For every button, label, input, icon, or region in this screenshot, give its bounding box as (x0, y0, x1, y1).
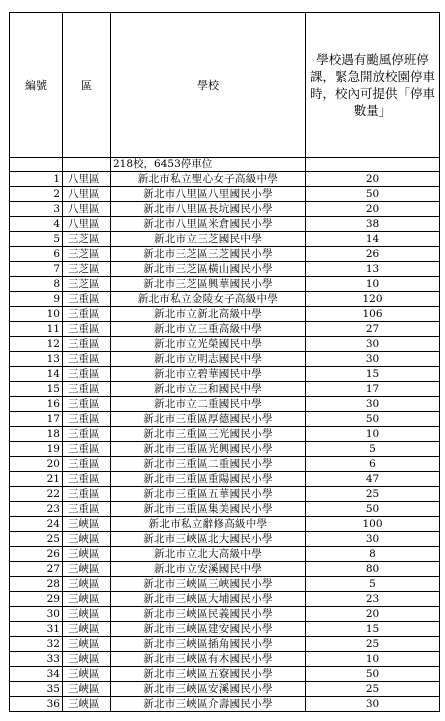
row-parking-count: 38 (306, 217, 440, 232)
row-district: 三重區 (63, 307, 111, 322)
table-row (10, 682, 440, 697)
row-district: 三峽區 (63, 517, 111, 532)
row-district: 三重區 (63, 487, 111, 502)
row-number: 24 (10, 517, 63, 532)
table-row (10, 547, 440, 562)
row-district: 三重區 (63, 382, 111, 397)
row-number: 28 (10, 577, 63, 592)
row-school: 新北市三峽區五寮國民小學 (111, 667, 306, 682)
table-row (10, 532, 440, 547)
row-number: 21 (10, 472, 63, 487)
table-row (10, 172, 440, 187)
table-row (10, 487, 440, 502)
row-number: 34 (10, 667, 63, 682)
row-parking-count: 15 (306, 622, 440, 637)
row-district: 三峽區 (63, 562, 111, 577)
table-row (10, 262, 440, 277)
table-row (10, 187, 440, 202)
row-parking-count: 50 (306, 412, 440, 427)
row-parking-count: 15 (306, 367, 440, 382)
row-parking-count: 10 (306, 277, 440, 292)
row-school: 新北市私立金陵女子高級中學 (111, 292, 306, 307)
row-district: 三峽區 (63, 667, 111, 682)
row-parking-count: 106 (306, 307, 440, 322)
row-district: 三峽區 (63, 532, 111, 547)
table-row (10, 502, 440, 517)
row-district: 三峽區 (63, 577, 111, 592)
row-parking-count: 50 (306, 667, 440, 682)
row-school: 新北市三重區五華國民小學 (111, 487, 306, 502)
row-number: 23 (10, 502, 63, 517)
row-number: 36 (10, 697, 63, 712)
row-school: 新北市立碧華國民中學 (111, 367, 306, 382)
row-school: 新北市立新北高級中學 (111, 307, 306, 322)
row-district: 三重區 (63, 412, 111, 427)
row-number: 17 (10, 412, 63, 427)
row-school: 新北市八里區長坑國民小學 (111, 202, 306, 217)
row-district: 三重區 (63, 352, 111, 367)
table-row (10, 607, 440, 622)
row-school: 新北市私立聖心女子高級中學 (111, 172, 306, 187)
row-school: 新北市三峽區有木國民小學 (111, 652, 306, 667)
table-row (10, 472, 440, 487)
row-number: 2 (10, 187, 63, 202)
table-row (10, 397, 440, 412)
row-parking-count: 30 (306, 697, 440, 712)
row-parking-count: 30 (306, 337, 440, 352)
row-number: 31 (10, 622, 63, 637)
row-school: 新北市八里區八里國民小學 (111, 187, 306, 202)
row-district: 三峽區 (63, 622, 111, 637)
row-parking-count: 17 (306, 382, 440, 397)
table-row (10, 412, 440, 427)
row-district: 八里區 (63, 172, 111, 187)
row-parking-count: 120 (306, 292, 440, 307)
row-district: 三重區 (63, 322, 111, 337)
row-number: 4 (10, 217, 63, 232)
table-row (10, 217, 440, 232)
row-school: 新北市立三重高級中學 (111, 322, 306, 337)
row-number: 35 (10, 682, 63, 697)
row-district: 八里區 (63, 202, 111, 217)
row-school: 新北市三重區二重國民小學 (111, 457, 306, 472)
row-school: 新北市三峽區建安國民小學 (111, 622, 306, 637)
row-parking-count: 6 (306, 457, 440, 472)
table-row (10, 592, 440, 607)
table-row (10, 322, 440, 337)
summary-empty-1 (10, 158, 63, 172)
parking-table (9, 12, 440, 712)
row-school: 新北市立三芝國民中學 (111, 232, 306, 247)
table-row (10, 667, 440, 682)
row-district: 三峽區 (63, 652, 111, 667)
table-row (10, 367, 440, 382)
table-body (10, 158, 440, 712)
parking-table-sheet (9, 12, 439, 712)
row-parking-count: 30 (306, 532, 440, 547)
row-number: 9 (10, 292, 63, 307)
table-row (10, 637, 440, 652)
row-parking-count: 30 (306, 352, 440, 367)
row-number: 12 (10, 337, 63, 352)
row-parking-count: 27 (306, 322, 440, 337)
row-number: 18 (10, 427, 63, 442)
table-row (10, 337, 440, 352)
row-parking-count: 5 (306, 442, 440, 457)
row-school: 新北市三峽區民義國民小學 (111, 607, 306, 622)
row-school: 新北市三重區集美國民小學 (111, 502, 306, 517)
row-district: 三芝區 (63, 232, 111, 247)
summary-empty-2 (63, 158, 111, 172)
row-school: 新北市立光榮國民中學 (111, 337, 306, 352)
row-number: 27 (10, 562, 63, 577)
row-number: 8 (10, 277, 63, 292)
row-school: 新北市三重區重陽國民小學 (111, 472, 306, 487)
row-parking-count: 10 (306, 652, 440, 667)
table-row (10, 622, 440, 637)
row-school: 新北市三芝區橫山國民小學 (111, 262, 306, 277)
row-school: 新北市三芝區興華國民小學 (111, 277, 306, 292)
row-parking-count: 100 (306, 517, 440, 532)
row-school: 新北市三重區光興國民小學 (111, 442, 306, 457)
row-number: 7 (10, 262, 63, 277)
row-number: 30 (10, 607, 63, 622)
row-district: 八里區 (63, 187, 111, 202)
row-school: 新北市立三和國民中學 (111, 382, 306, 397)
row-parking-count: 5 (306, 577, 440, 592)
row-school: 新北市三芝區三芝國民小學 (111, 247, 306, 262)
header-no: 編號 (10, 13, 63, 158)
table-row (10, 697, 440, 712)
row-school: 新北市三峽區介壽國民小學 (111, 697, 306, 712)
table-row (10, 202, 440, 217)
row-district: 三峽區 (63, 682, 111, 697)
row-parking-count: 14 (306, 232, 440, 247)
header-parking: 學校遇有颱風停班停課，緊急開放校園停車時，校內可提供「停車數量」 (306, 13, 440, 158)
row-parking-count: 30 (306, 397, 440, 412)
row-district: 三重區 (63, 457, 111, 472)
row-number: 33 (10, 652, 63, 667)
row-parking-count: 26 (306, 247, 440, 262)
row-number: 22 (10, 487, 63, 502)
table-row (10, 292, 440, 307)
row-parking-count: 20 (306, 202, 440, 217)
row-number: 32 (10, 637, 63, 652)
row-district: 三芝區 (63, 262, 111, 277)
row-parking-count: 20 (306, 607, 440, 622)
row-number: 19 (10, 442, 63, 457)
row-school: 新北市立二重國民中學 (111, 397, 306, 412)
table-row (10, 457, 440, 472)
table-row (10, 442, 440, 457)
row-parking-count: 13 (306, 262, 440, 277)
row-parking-count: 47 (306, 472, 440, 487)
row-number: 5 (10, 232, 63, 247)
row-parking-count: 25 (306, 637, 440, 652)
row-school: 新北市八里區米倉國民小學 (111, 217, 306, 232)
row-parking-count: 50 (306, 187, 440, 202)
table-row (10, 427, 440, 442)
row-district: 三重區 (63, 472, 111, 487)
table-header (10, 13, 440, 158)
row-school: 新北市三峽區三峽國民小學 (111, 577, 306, 592)
row-parking-count: 20 (306, 172, 440, 187)
table-row (10, 232, 440, 247)
row-parking-count: 8 (306, 547, 440, 562)
row-number: 25 (10, 532, 63, 547)
row-district: 三重區 (63, 427, 111, 442)
row-district: 三芝區 (63, 247, 111, 262)
row-district: 三重區 (63, 337, 111, 352)
table-row (10, 577, 440, 592)
row-district: 三峽區 (63, 547, 111, 562)
row-district: 三芝區 (63, 277, 111, 292)
row-parking-count: 10 (306, 427, 440, 442)
row-parking-count: 80 (306, 562, 440, 577)
row-parking-count: 50 (306, 502, 440, 517)
row-district: 三峽區 (63, 697, 111, 712)
row-number: 6 (10, 247, 63, 262)
row-number: 1 (10, 172, 63, 187)
row-district: 三重區 (63, 442, 111, 457)
row-school: 新北市立明志國民中學 (111, 352, 306, 367)
row-number: 10 (10, 307, 63, 322)
table-row (10, 517, 440, 532)
row-school: 新北市立北大高級中學 (111, 547, 306, 562)
table-row (10, 307, 440, 322)
row-parking-count: 23 (306, 592, 440, 607)
table-row (10, 382, 440, 397)
header-school: 學校 (111, 13, 306, 158)
row-number: 13 (10, 352, 63, 367)
row-school: 新北市三峽區北大國民小學 (111, 532, 306, 547)
row-number: 15 (10, 382, 63, 397)
row-district: 三峽區 (63, 607, 111, 622)
row-number: 3 (10, 202, 63, 217)
row-district: 三重區 (63, 367, 111, 382)
row-number: 11 (10, 322, 63, 337)
row-number: 16 (10, 397, 63, 412)
row-number: 26 (10, 547, 63, 562)
row-school: 新北市三峽區插角國民小學 (111, 637, 306, 652)
row-district: 八里區 (63, 217, 111, 232)
row-number: 29 (10, 592, 63, 607)
row-number: 20 (10, 457, 63, 472)
header-district: 區 (63, 13, 111, 158)
row-school: 新北市三重區厚德國民小學 (111, 412, 306, 427)
row-school: 新北市三峽區大埔國民小學 (111, 592, 306, 607)
row-district: 三重區 (63, 397, 111, 412)
row-district: 三重區 (63, 502, 111, 517)
row-school: 新北市立安溪國民中學 (111, 562, 306, 577)
table-row (10, 652, 440, 667)
row-district: 三峽區 (63, 592, 111, 607)
table-row (10, 352, 440, 367)
table-row (10, 562, 440, 577)
summary-text: 218校，6453停車位 (111, 158, 306, 172)
row-district: 三重區 (63, 292, 111, 307)
row-parking-count: 25 (306, 487, 440, 502)
table-row (10, 277, 440, 292)
row-school: 新北市三峽區安溪國民小學 (111, 682, 306, 697)
summary-empty-3 (306, 158, 440, 172)
row-school: 新北市私立辭修高級中學 (111, 517, 306, 532)
row-district: 三峽區 (63, 637, 111, 652)
row-school: 新北市三重區三光國民小學 (111, 427, 306, 442)
row-number: 14 (10, 367, 63, 382)
table-row (10, 247, 440, 262)
summary-row (10, 158, 440, 172)
row-parking-count: 25 (306, 682, 440, 697)
